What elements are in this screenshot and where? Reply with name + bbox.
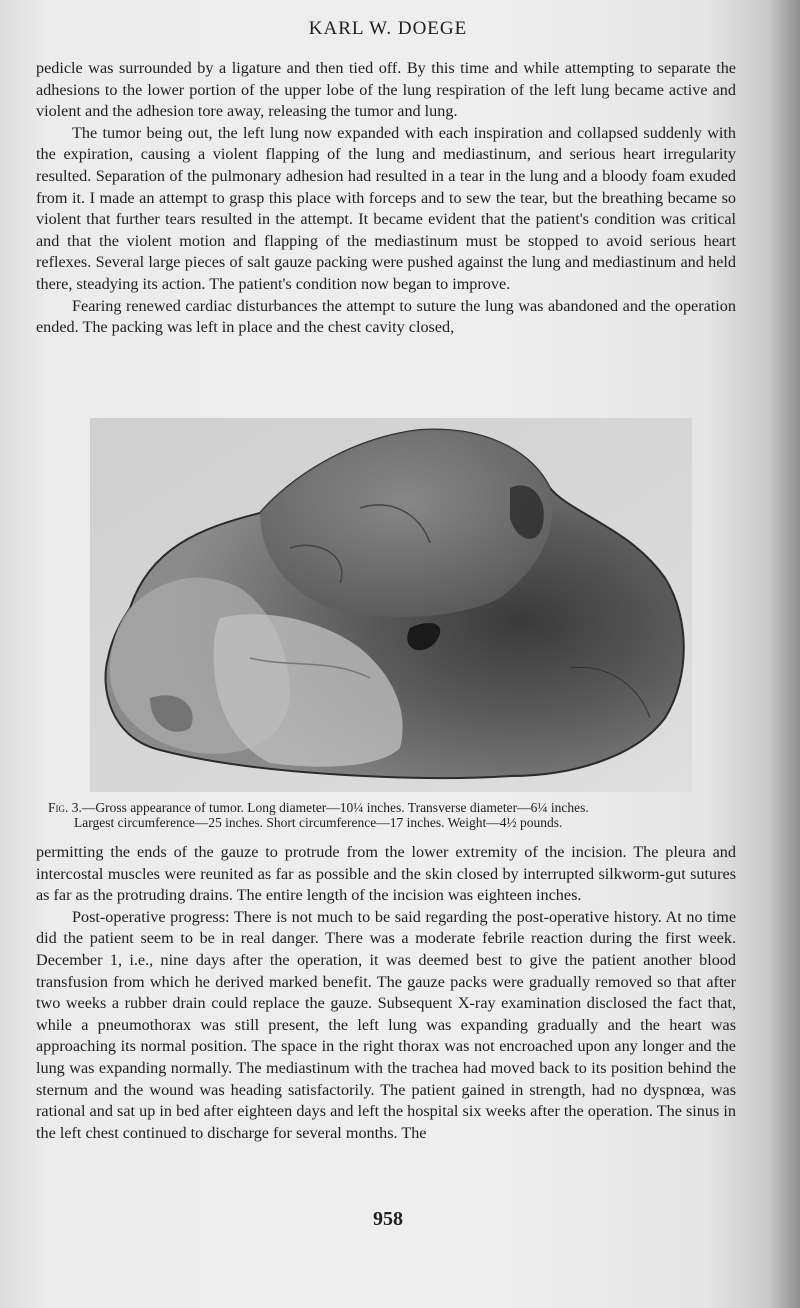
- caption-text-1: —Gross appearance of tumor. Long diameter—10¼ inches. Transverse diameter—6¼ inches.: [81, 800, 589, 815]
- figure-label: Fig. 3.: [48, 800, 82, 815]
- tumor-photograph: [90, 418, 692, 792]
- body-text-bottom: [36, 842, 736, 1144]
- paragraph: pedicle was surrounded by a ligature and then tied off. By this time and while attempting to separate the adhesions to the lower portion of the upper lobe of the lung respiration of the left lung became active and violent and the adhesion tore away, releasing the tumor and lung.: [36, 59, 736, 121]
- page-number: 958: [373, 1208, 403, 1230]
- caption-line-2: Largest circumference—25 inches. Short circumference—17 inches. Weight—4½ pounds.: [74, 815, 563, 830]
- caption-line-1: [48, 800, 748, 815]
- body-text-top: [36, 58, 736, 339]
- paragraph: permitting the ends of the gauze to protrude from the lower extremity of the incision. The pleura and intercostal muscles were reunited as far as possible and the skin closed by interrupted silkworm-gut sutures as far as the protruding drains. The entire length of the incision was eighteen inches.: [36, 843, 736, 905]
- paragraph: The tumor being out, the left lung now expanded with each inspiration and collapsed suddenly with the expiration, causing a violent flapping of the lung and mediastinum, and serious heart irregularity resulted. Separation of the pulmonary adhesion had resulted in a tear in the lung and a bloody foam exuded from it. I made an attempt to grasp this place with forceps and to sew the tear, but the breathing became so violent that further tears resulted in the attempt. It became evident that the patient's condition was critical and that the violent motion and flapping of the mediastinum must be stopped to avoid serious heart reflexes. Several large pieces of salt gauze packing were pushed against the lung and mediastinum and held there, steadying its action. The patient's condition now began to improve.: [36, 123, 736, 293]
- paragraph: Fearing renewed cardiac disturbances the attempt to suture the lung was abandoned and the operation ended. The packing was left in place and the chest cavity closed,: [36, 296, 736, 337]
- figure-caption: [48, 800, 748, 830]
- paragraph: Post-operative progress: There is not much to be said regarding the post-operative history. At no time did the patient seem to be in real danger. There was a moderate febrile reaction during the first week. December 1, i.e., nine days after the operation, it was deemed best to give the patient another blood transfusion from which he derived marked benefit. The gauze packs were gradually removed so that after two weeks a rubber drain could replace the gauze. Subsequent X-ray examination disclosed the fact that, while a pneumothorax was still present, the left lung was expanding gradually and the heart was approaching its normal position. The space in the right thorax was not encroached upon any longer and the lung was expanding normally. The mediastinum with the trachea had moved back to its position behind the sternum and the wound was heading satisfactorily. The patient gained in strength, had no dyspnœa, was rational and sat up in bed after eighteen days and left the hospital six weeks after the operation. The sinus in the left chest continued to discharge for several months. The: [36, 907, 736, 1142]
- running-head: KARL W. DOEGE: [308, 18, 468, 39]
